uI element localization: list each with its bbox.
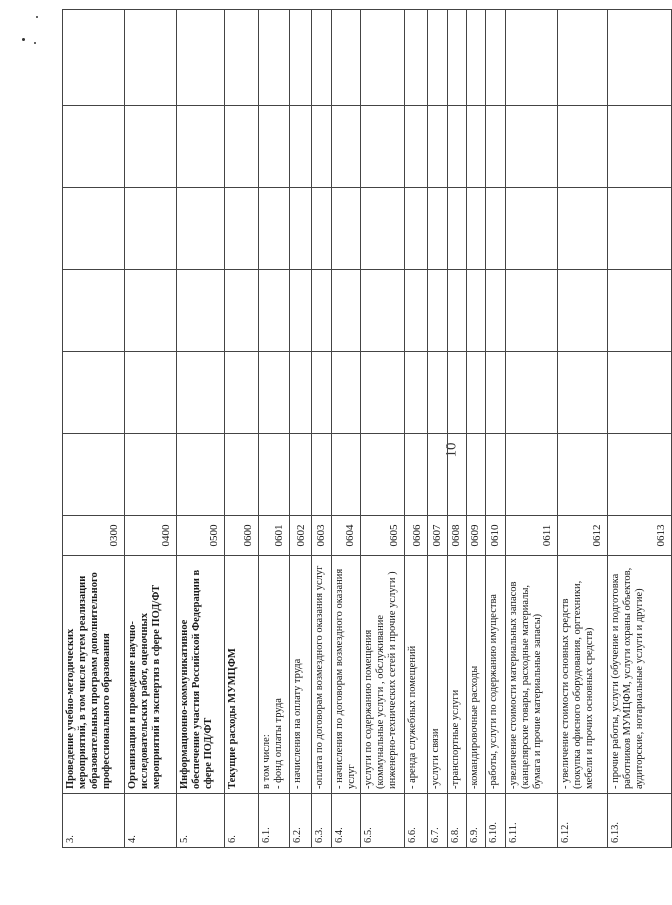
table-row <box>177 10 225 848</box>
value-cell <box>467 352 486 434</box>
table-row <box>467 10 486 848</box>
row-number: 4. <box>125 794 177 848</box>
value-cell <box>225 434 259 516</box>
scan-speck <box>36 16 38 18</box>
table-row <box>607 10 671 848</box>
row-number: 6.8. <box>448 794 467 848</box>
value-cell <box>312 434 332 516</box>
value-cell <box>428 270 448 352</box>
value-cell <box>312 10 332 106</box>
value-cell <box>405 10 428 106</box>
value-cell <box>448 270 467 352</box>
value-cell <box>225 10 259 106</box>
value-cell <box>428 352 448 434</box>
value-cell <box>467 10 486 106</box>
value-cell <box>485 10 505 106</box>
row-code: 0604 <box>332 516 361 556</box>
value-cell <box>505 352 557 434</box>
value-cell <box>505 188 557 270</box>
value-cell <box>177 270 225 352</box>
value-cell <box>405 434 428 516</box>
row-name: Проведение учебно-методических мероприятий, в том числе путем реализации образовательных программ дополнительного профессионального образования <box>63 556 125 794</box>
row-code: 0612 <box>557 516 607 556</box>
table-row <box>428 10 448 848</box>
row-name: в том числе: - фонд оплаты труда <box>259 556 290 794</box>
value-cell <box>557 106 607 188</box>
value-cell <box>225 352 259 434</box>
budget-table-sheet <box>62 30 668 848</box>
value-cell <box>125 10 177 106</box>
row-code: 0608 <box>448 516 467 556</box>
value-cell <box>225 270 259 352</box>
row-name: - начисления на оплату труда <box>290 556 312 794</box>
value-cell <box>448 10 467 106</box>
value-cell <box>259 352 290 434</box>
table-row <box>225 10 259 848</box>
value-cell <box>290 106 312 188</box>
value-cell <box>607 188 671 270</box>
value-cell <box>63 352 125 434</box>
table-row <box>505 10 557 848</box>
row-code: 0602 <box>290 516 312 556</box>
table-row <box>485 10 505 848</box>
value-cell <box>259 188 290 270</box>
value-cell <box>290 188 312 270</box>
row-number: 6. <box>225 794 259 848</box>
budget-table <box>62 9 672 848</box>
value-cell <box>485 188 505 270</box>
row-number: 6.12. <box>557 794 607 848</box>
value-cell <box>259 434 290 516</box>
value-cell <box>312 106 332 188</box>
value-cell <box>467 270 486 352</box>
row-number: 6.7. <box>428 794 448 848</box>
value-cell <box>332 434 361 516</box>
value-cell <box>405 106 428 188</box>
row-number: 6.3. <box>312 794 332 848</box>
value-cell <box>125 434 177 516</box>
value-cell <box>63 434 125 516</box>
value-cell <box>361 434 405 516</box>
row-number: 6.13. <box>607 794 671 848</box>
row-code: 0611 <box>505 516 557 556</box>
value-cell <box>361 352 405 434</box>
row-number: 6.11. <box>505 794 557 848</box>
row-name: -услуги связи <box>428 556 448 794</box>
table-row <box>63 10 125 848</box>
value-cell <box>448 352 467 434</box>
value-cell <box>448 434 467 516</box>
row-name: - увеличение стоимости основных средств (покупка офисного оборудования, оргтехники, мебели и прочих основных средств) <box>557 556 607 794</box>
value-cell <box>312 270 332 352</box>
value-cell <box>332 270 361 352</box>
value-cell <box>125 270 177 352</box>
value-cell <box>405 352 428 434</box>
value-cell <box>332 352 361 434</box>
row-name: -работы, услуги по содержанию имущества <box>485 556 505 794</box>
value-cell <box>405 188 428 270</box>
value-cell <box>557 10 607 106</box>
value-cell <box>428 10 448 106</box>
value-cell <box>290 10 312 106</box>
table-body <box>63 10 672 848</box>
row-number: 6.4. <box>332 794 361 848</box>
value-cell <box>177 10 225 106</box>
value-cell <box>312 352 332 434</box>
row-code: 0600 <box>225 516 259 556</box>
value-cell <box>467 434 486 516</box>
value-cell <box>428 434 448 516</box>
value-cell <box>177 352 225 434</box>
row-name: - прочие работы, услуги (обучение и подготовка работников МУМЦФМ, услуги охраны объектов, аудиторские, нотариальные услуги и другие) <box>607 556 671 794</box>
value-cell <box>361 10 405 106</box>
value-cell <box>607 352 671 434</box>
table-row <box>361 10 405 848</box>
value-cell <box>448 106 467 188</box>
table-row <box>332 10 361 848</box>
value-cell <box>290 434 312 516</box>
value-cell <box>485 106 505 188</box>
value-cell <box>607 10 671 106</box>
value-cell <box>125 352 177 434</box>
value-cell <box>448 188 467 270</box>
table-row <box>312 10 332 848</box>
value-cell <box>290 270 312 352</box>
row-code: 0606 <box>405 516 428 556</box>
value-cell <box>607 270 671 352</box>
value-cell <box>125 188 177 270</box>
row-name: Организация и проведение научно-исследовательских работ, оценочных мероприятий и экспертиз в сфере ПОД/ФТ <box>125 556 177 794</box>
value-cell <box>428 188 448 270</box>
scan-speck <box>22 38 25 41</box>
row-code: 0601 <box>259 516 290 556</box>
value-cell <box>177 188 225 270</box>
value-cell <box>290 352 312 434</box>
row-name: -транспортные услуги <box>448 556 467 794</box>
row-name: -увеличение стоимости материальных запасов (канцелярские товары, расходные материалы, бумага и прочие материальные запасы) <box>505 556 557 794</box>
value-cell <box>505 434 557 516</box>
row-code: 0603 <box>312 516 332 556</box>
value-cell <box>607 106 671 188</box>
scan-speck <box>34 42 36 44</box>
value-cell <box>505 106 557 188</box>
value-cell <box>607 434 671 516</box>
row-code: 0605 <box>361 516 405 556</box>
value-cell <box>63 270 125 352</box>
row-name: -командировочные расходы <box>467 556 486 794</box>
row-name: - начисления по договорам возмездного оказания услуг <box>332 556 361 794</box>
value-cell <box>557 434 607 516</box>
value-cell <box>557 270 607 352</box>
row-number: 6.1. <box>259 794 290 848</box>
value-cell <box>259 106 290 188</box>
value-cell <box>63 10 125 106</box>
value-cell <box>125 106 177 188</box>
value-cell <box>557 188 607 270</box>
row-code: 0300 <box>63 516 125 556</box>
table-row <box>125 10 177 848</box>
value-cell <box>177 434 225 516</box>
table-row <box>557 10 607 848</box>
row-number: 6.6. <box>405 794 428 848</box>
value-cell <box>361 188 405 270</box>
value-cell <box>485 270 505 352</box>
value-cell <box>332 106 361 188</box>
row-number: 6.9. <box>467 794 486 848</box>
value-cell <box>505 10 557 106</box>
row-name: -оплата по договорам возмездного оказания услуг <box>312 556 332 794</box>
value-cell <box>225 188 259 270</box>
row-code: 0610 <box>485 516 505 556</box>
value-cell <box>467 188 486 270</box>
value-cell <box>405 270 428 352</box>
table-row <box>405 10 428 848</box>
row-code: 0500 <box>177 516 225 556</box>
value-cell <box>225 106 259 188</box>
row-code: 0400 <box>125 516 177 556</box>
row-name: Информационно-коммуникативное обеспечение участия Российской Федерации в сфере ПОД/ФТ <box>177 556 225 794</box>
row-number: 3. <box>63 794 125 848</box>
value-cell <box>63 106 125 188</box>
value-cell <box>312 188 332 270</box>
value-cell <box>557 352 607 434</box>
row-name: - аренда служебных помещений <box>405 556 428 794</box>
value-cell <box>332 188 361 270</box>
row-name: Текущие расходы МУМЦФМ <box>225 556 259 794</box>
value-cell <box>361 106 405 188</box>
scan-specks <box>20 14 44 54</box>
row-code: 0609 <box>467 516 486 556</box>
value-cell <box>259 270 290 352</box>
value-cell <box>63 188 125 270</box>
row-number: 6.5. <box>361 794 405 848</box>
page-number: 10 <box>443 442 460 458</box>
value-cell <box>467 106 486 188</box>
value-cell <box>259 10 290 106</box>
value-cell <box>177 106 225 188</box>
table-row <box>290 10 312 848</box>
value-cell <box>428 106 448 188</box>
row-code: 0607 <box>428 516 448 556</box>
table-row <box>259 10 290 848</box>
table-row <box>448 10 467 848</box>
value-cell <box>361 270 405 352</box>
row-code: 0613 <box>607 516 671 556</box>
row-name: -услуги по содержанию помещения (коммунальные услуги , обслуживание инженерно-технических сетей и прочие услуги ) <box>361 556 405 794</box>
row-number: 5. <box>177 794 225 848</box>
row-number: 6.10. <box>485 794 505 848</box>
value-cell <box>505 270 557 352</box>
row-number: 6.2. <box>290 794 312 848</box>
value-cell <box>485 352 505 434</box>
value-cell <box>485 434 505 516</box>
value-cell <box>332 10 361 106</box>
